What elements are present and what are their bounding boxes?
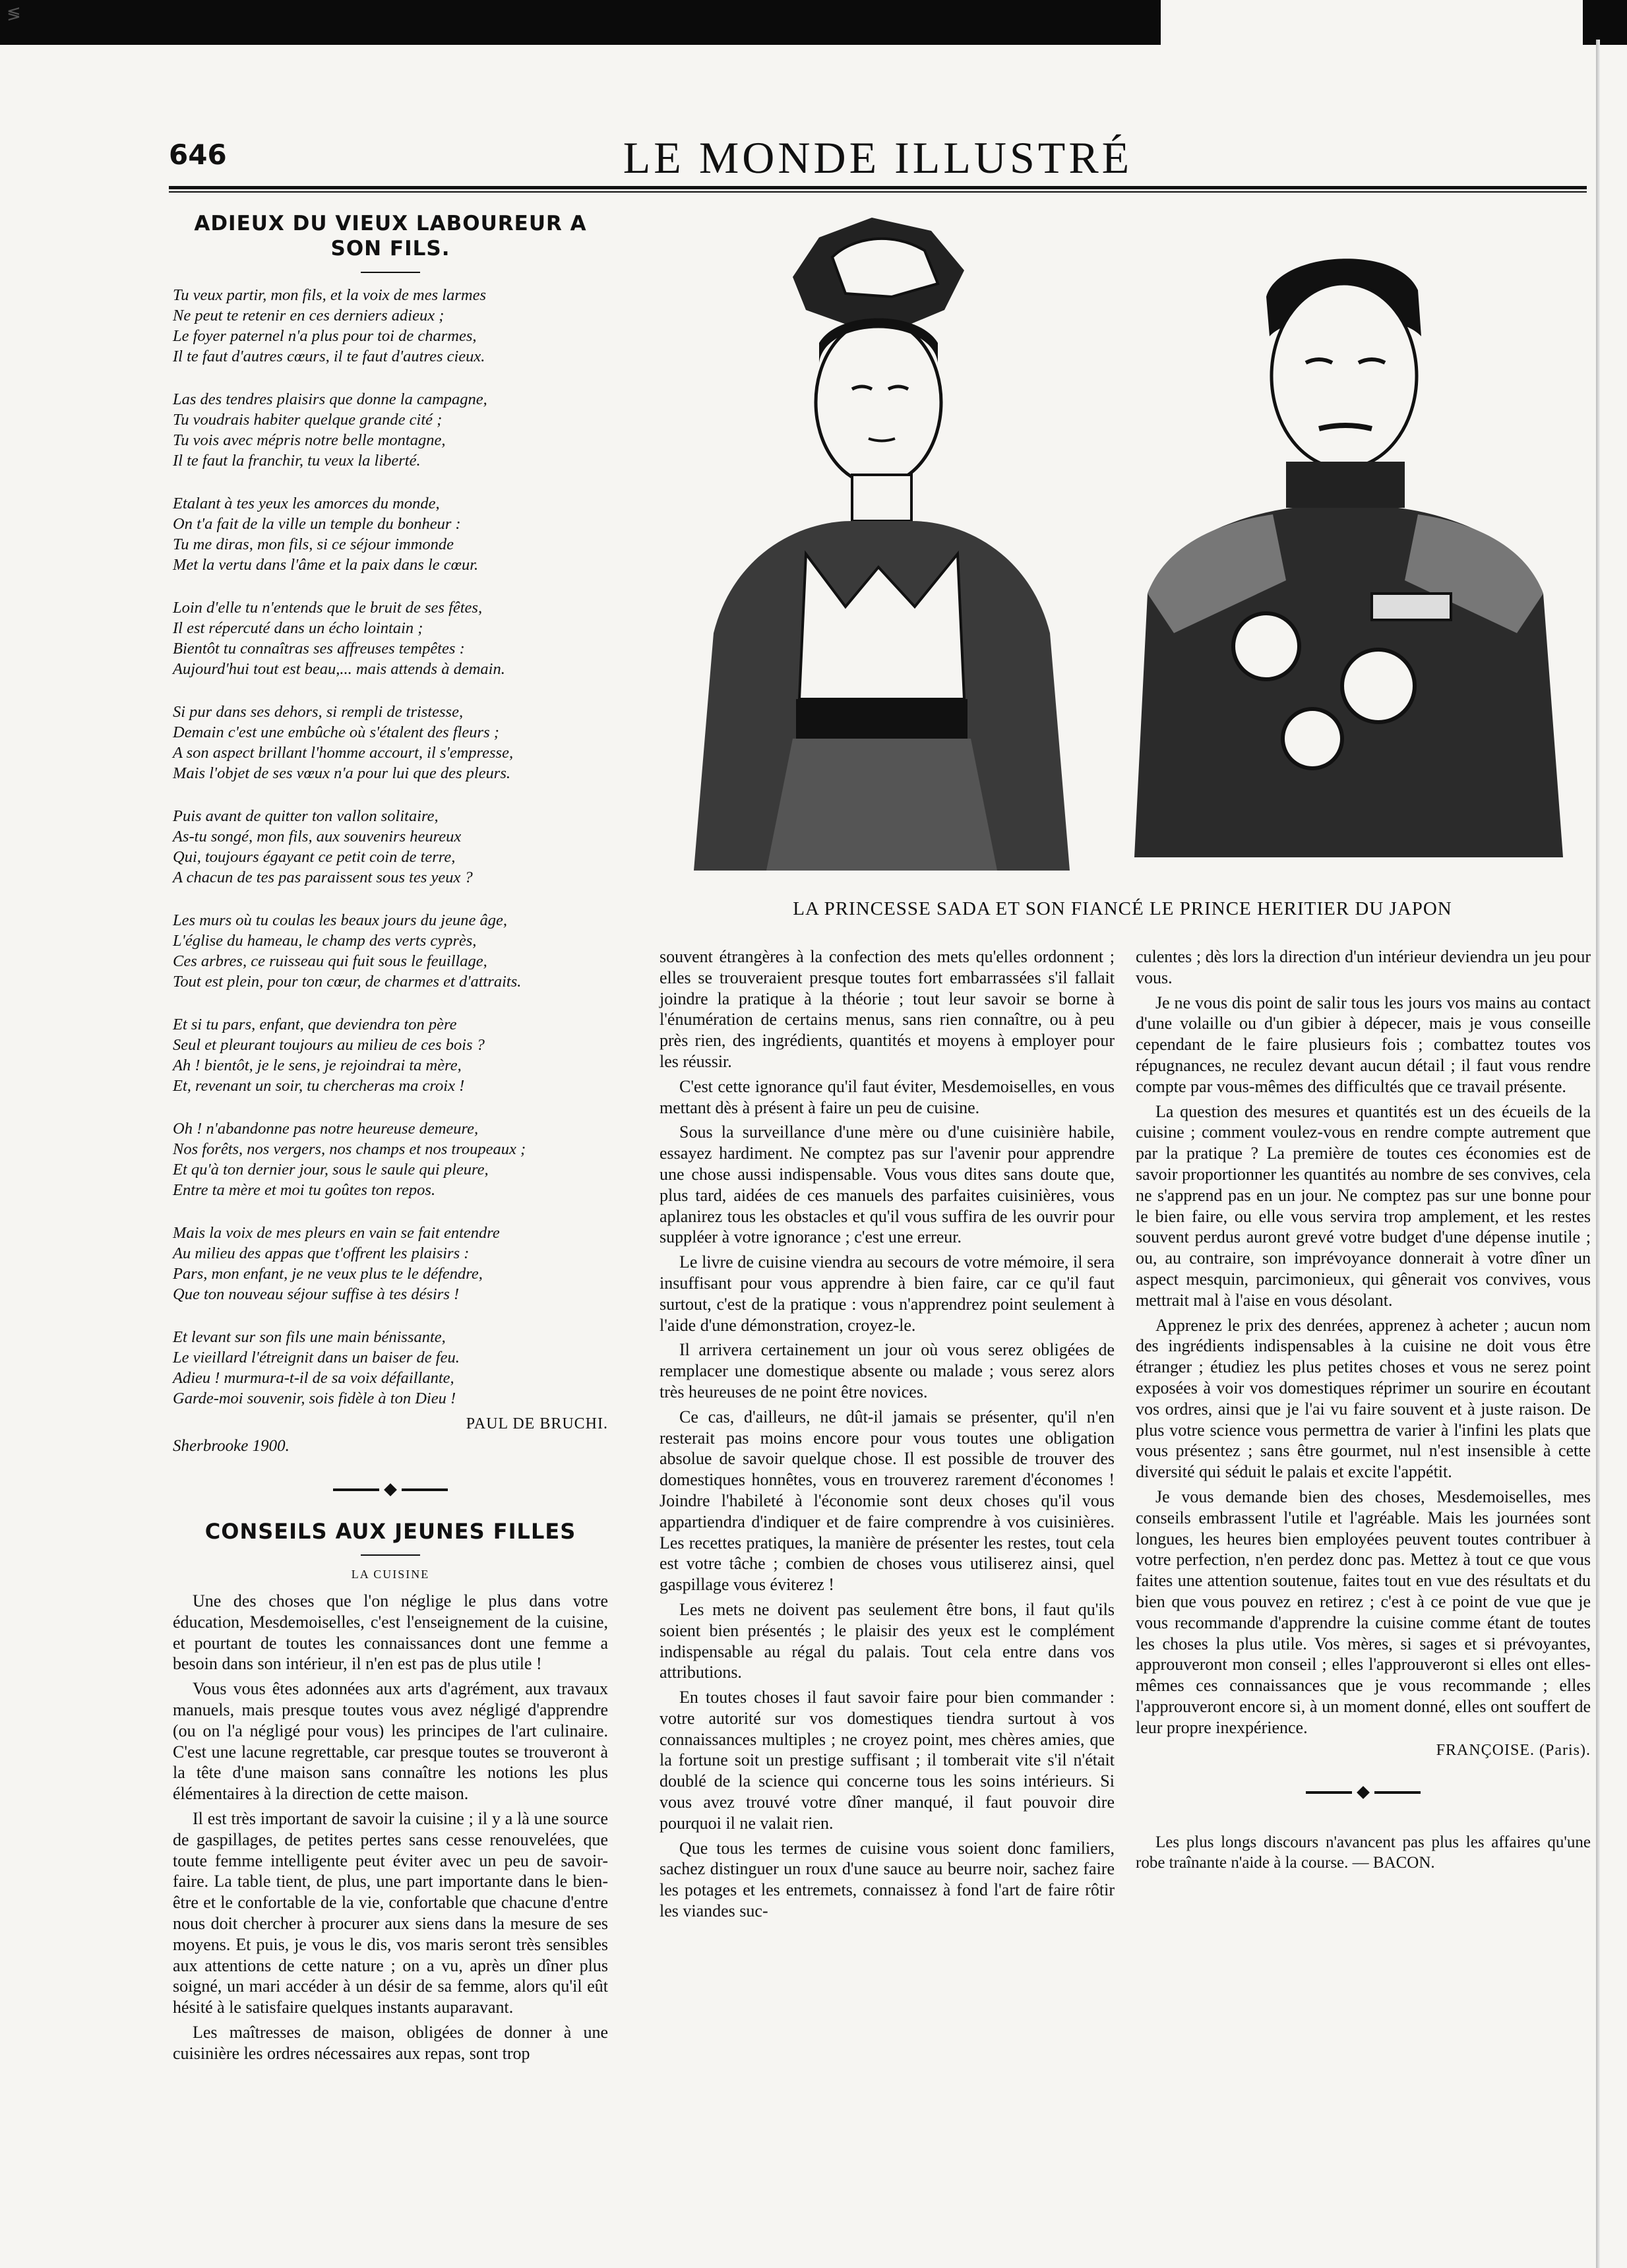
poem-verse: Garde-moi souvenir, sois fidèle à ton Dieu !: [173, 1390, 456, 1407]
page-header: [169, 132, 1587, 204]
article-paragraph: Je ne vous dis point de salir tous les jours vos mains au contact d'une volaille ou d'un gibier à dépecer, mais je vous conseille cependant de le faire plusieurs fois ; combattez toutes vos répugnances, ne reculez devant aucun détail ; il faut vous rendre compte par vous-mêmes des difficultés que ce travail présente.: [1136, 993, 1591, 1096]
poem-stanza: [173, 702, 608, 783]
poem-stanza: [173, 285, 608, 367]
poem-stanza: [173, 1327, 608, 1409]
title-rule: [361, 272, 420, 273]
poem-verse: Seul et pleurant toujours au milieu de ces bois ?: [173, 1036, 485, 1054]
poem-verse: Il est répercuté dans un écho lointain ;: [173, 619, 423, 637]
article-paragraph: En toutes choses il faut savoir faire pour bien commander : votre autorité sur vos domestiques tiendra surtout à vos connaissances multiples ; ne croyez point, mes chères amies, que la fortune soit un prestige suffisant ; il tomberait vite s'il n'était doublé de la science qui concerne tous les soins intérieurs. Si vous avez trouvé votre dîner manqué, il faut pouvoir dire pourquoi il ne valait rien.: [660, 1688, 1115, 1833]
poem-verse: Oh ! n'abandonne pas notre heureuse demeure,: [173, 1120, 479, 1138]
poem-verse: Tout est plein, pour ton cœur, de charmes et d'attraits.: [173, 973, 522, 991]
section-title: CONSEILS AUX JEUNES FILLES: [204, 1519, 576, 1544]
poem-stanza: [173, 1014, 608, 1096]
article-left-text: [173, 1591, 608, 2064]
portrait-engraving-princess-icon: [654, 211, 1103, 871]
article-paragraph: Que tous les termes de cuisine vous soient donc familiers, sachez distinguer un roux d'une sauce au beurre noir, sachez faire les potages et les entremets, connaissez à fond l'art de faire rôtir les viandes suc-: [660, 1838, 1115, 1921]
poem-verse: Et, revenant un soir, tu chercheras ma croix !: [173, 1077, 465, 1095]
separator-ornament-2: [1136, 1786, 1591, 1799]
poem-verse: Le vieillard l'étreignit dans un baiser de feu.: [173, 1349, 460, 1366]
poem-verse: Pars, mon enfant, je ne veux plus te le défendre,: [173, 1265, 483, 1283]
poem-verse: Il te faut la franchir, tu veux la liberté.: [173, 452, 421, 470]
poem-title: ADIEUX DU VIEUX LABOUREUR A SON FILS.: [194, 212, 587, 261]
section-rule: [361, 1554, 420, 1556]
poem-verse: As-tu songé, mon fils, aux souvenirs heureux: [173, 828, 462, 845]
article-paragraph: Sous la surveillance d'une mère ou d'une cuisinière habile, essayez hardiment. Ne comptez pas sur l'avenir pour apprendre une chose aussi indispensable. Vous vous dites sans doute que, plus tard, aidées de ces manuels des parfaites cuisinières, vous aplanirez tous les obstacles et qu'il vous suffira de les ouvrir pour suppléer à votre ignorance ; c'est une erreur.: [660, 1122, 1115, 1247]
article-paragraph: Les mets ne doivent pas seulement être bons, il faut qu'ils soient bien présentés ; le plaisir des yeux est le complément indispensable au régal du palais. Tout cela entre dans vos attributions.: [660, 1599, 1115, 1682]
journal-title: LE MONDE ILLUSTRÉ: [623, 133, 1133, 183]
article-paragraph: Vous vous êtes adonnées aux arts d'agrément, aux travaux manuels, mais presque toutes vous avez négligé d'apprendre (ou on l'a négligé pour vous) les principes de l'art culinaire. C'est une lacune regrettable, car presque toutes se trouveront à la tête d'une maison sans connaître les notions les plus élémentaires à la direction de cette maison.: [173, 1679, 608, 1804]
corner-mark-icon: ≶: [7, 4, 21, 24]
poem-author: PAUL DE BRUCHI.: [466, 1415, 608, 1432]
poem-verse: Ah ! bientôt, je le sens, je rejoindrai ta mère,: [173, 1057, 462, 1074]
poem-stanza: [173, 1119, 608, 1200]
poem-verse: Nos forêts, nos vergers, nos champs et nos troupeaux ;: [173, 1140, 526, 1158]
poem-stanza: [173, 389, 608, 471]
poem-verse: Loin d'elle tu n'entends que le bruit de ses fêtes,: [173, 599, 483, 617]
diamond-ornament-icon: [384, 1483, 397, 1496]
poem-verse: Que ton nouveau séjour suffise à tes désirs !: [173, 1285, 460, 1303]
left-column: [173, 211, 608, 2068]
poem-verse: Les murs où tu coulas les beaux jours du jeune âge,: [173, 911, 507, 929]
middle-column: [660, 946, 1115, 1926]
poem-body: [173, 285, 608, 1409]
poem-verse: Mais l'objet de ses vœux n'a pour lui que des pleurs.: [173, 764, 510, 782]
article-paragraph: La question des mesures et quantités est un des écueils de la cuisine ; comment voulez-vous en rendre compte autrement que par la pratique ? La première de toutes ces économies est de savoir proportionner les quantités au nombre de ses convives, cela ne s'apprend pas en un jour. Ne comptez pas sur une bonne pour le bien faire, ou elle vous servira trop amplement, et les restes souvent perdus auront grevé votre budget d'une dépense inutile ; ou, au contraire, son imprévoyance donnerait à votre dîner un aspect mesquin, parcimonieux, qui gênerait vos convives, vous mettrait mal à l'aise en vous désolant.: [1136, 1101, 1591, 1310]
poem-stanza: [173, 1223, 608, 1304]
poem-verse: Le foyer paternel n'a plus pour toi de charmes,: [173, 327, 477, 345]
poem-verse: Met la vertu dans l'âme et la paix dans le cœur.: [173, 556, 479, 574]
poem-verse: Tu me diras, mon fils, si ce séjour immonde: [173, 536, 454, 553]
poem-verse: Il te faut d'autres cœurs, il te faut d'autres cieux.: [173, 348, 485, 365]
page-fold-edge: [1596, 40, 1600, 2268]
article-paragraph: Apprenez le prix des denrées, apprenez à acheter ; aucun nom des ingrédients indispensables à la cuisine ne doit vous être étranger ; étudiez les plus petites choses et vous ne serez point exposées à voir vos domestiques réprimer un sourire en écoutant vos ordres, ainsi que je l'ai vu faire souvent et à juste raison. De plus votre science vous permettra de varier à l'infini les plats que vous présentez ; sans être gourmet, nul n'est insensible à cette diversité qui séduit le palais et excite l'appétit.: [1136, 1315, 1591, 1482]
poem-verse: Et si tu pars, enfant, que deviendra ton père: [173, 1016, 457, 1033]
article-paragraph: culentes ; dès lors la direction d'un intérieur deviendra un jeu pour vous.: [1136, 947, 1591, 987]
poem-verse: Bientôt tu connaîtras ses affreuses tempêtes :: [173, 640, 465, 658]
header-rule: [169, 186, 1587, 193]
poem-verse: A son aspect brillant l'homme accourt, il s'empresse,: [173, 744, 514, 762]
poem-verse: Aujourd'hui tout est beau,... mais attends à demain.: [173, 660, 505, 678]
article-paragraph: Il est très important de savoir la cuisine ; il y a là une source de gaspillages, de petites pertes sans cesse renouvelées, que toute femme intelligente peut éviter avec un peu de savoir-faire. La table tient, de plus, une part importante dans le bien-être et le confortable de la vie, confortable que chacune d'entre nous doit chercher à procurer aux siens dans la mesure de ses moyens. Et puis, je vous le dis, vos maris seront très sensibles aux attentions de cette nature ; on a vu, après un dîner plus soigné, un mari accéder à un désir de sa femme, alors qu'il eût hésité à le satisfaire quelques instants auparavant.: [173, 1808, 608, 2017]
article-right-text: [1136, 946, 1591, 1738]
poem-stanza: [173, 806, 608, 888]
poem-verse: Tu vois avec mépris notre belle montagne,: [173, 431, 446, 449]
poem-verse: Tu voudrais habiter quelque grande cité ;: [173, 411, 443, 429]
poem-verse: Puis avant de quitter ton vallon solitaire,: [173, 807, 439, 825]
article-author: FRANÇOISE. (Paris).: [1436, 1742, 1591, 1760]
right-column: [1136, 946, 1591, 1873]
poem-verse: Ces arbres, ce ruisseau qui fuit sous le feuillage,: [173, 952, 487, 970]
section-subtitle: LA CUISINE: [351, 1568, 430, 1581]
article-paragraph: Les maîtresses de maison, obligées de donner à une cuisinière les ordres nécessaires aux repas, sont trop: [173, 2022, 608, 2063]
illustration-caption: LA PRINCESSE SADA ET SON FIANCÉ LE PRINCE HERITIER DU JAPON: [793, 898, 1452, 919]
poem-verse: Et qu'à ton dernier jour, sous le saule qui pleure,: [173, 1161, 489, 1179]
article-paragraph: souvent étrangères à la confection des mets qu'elles ordonnent ; elles se trouveraient presque toutes fort embarrassées s'il fallait joindre la pratique à la théorie ; tout leur savoir se borne à l'énumération de certains menus, sans rien connaître, ou à peu près rien, des ingrédients, quantités et moyens à employer pour les réussir.: [660, 947, 1115, 1071]
poem-verse: Qui, toujours égayant ce petit coin de terre,: [173, 848, 456, 866]
poem-verse: Ne peut te retenir en ces derniers adieux ;: [173, 307, 445, 324]
poem-verse: Tu veux partir, mon fils, et la voix de mes larmes: [173, 286, 486, 304]
poem-verse: On t'a fait de la ville un temple du bonheur :: [173, 515, 461, 533]
separator-ornament: [173, 1483, 608, 1496]
poem-verse: A chacun de tes pas paraissent sous tes yeux ?: [173, 869, 473, 886]
poem-stanza: [173, 598, 608, 679]
article-paragraph: C'est cette ignorance qu'il faut éviter, Mesdemoiselles, en vous mettant dès à présent à faire un peu de cuisine.: [660, 1076, 1115, 1117]
article-paragraph: Le livre de cuisine viendra au secours de votre mémoire, il sera insuffisant pour vous apprendre à bien faire, car ce qu'il faut surtout, c'est de la pratique : vous n'apprendrez point seulement à l'aide d'une démonstration, croyez-le.: [660, 1252, 1115, 1335]
diamond-ornament-icon: [1357, 1787, 1370, 1800]
top-bar-gap: [1161, 0, 1583, 45]
poem-verse: Mais la voix de mes pleurs en vain se fait entendre: [173, 1224, 500, 1242]
poem-verse: Si pur dans ses dehors, si rempli de tristesse,: [173, 703, 464, 721]
portrait-engraving-prince-icon: [1121, 237, 1576, 857]
poem-stanza: [173, 910, 608, 992]
poem-verse: Adieu ! murmura-t-il de sa voix défaillante,: [173, 1369, 454, 1387]
poem-verse: Entre ta mère et moi tu goûtes ton repos.: [173, 1181, 436, 1199]
poem-verse: Las des tendres plaisirs que donne la campagne,: [173, 390, 487, 408]
maxim-quote: Les plus longs discours n'avancent pas plus les affaires qu'une robe traînante n'aide à la course. — BACON.: [1136, 1833, 1591, 1872]
poem-verse: Au milieu des appas que t'offrent les plaisirs :: [173, 1244, 470, 1262]
article-middle-text: [660, 946, 1115, 1922]
article-paragraph: Une des choses que l'on néglige le plus dans votre éducation, Mesdemoiselles, c'est l'enseignement de la cuisine, et pourtant de toutes les connaissances dont une femme a besoin dans son intérieur, il n'en est pas de plus utile !: [173, 1591, 608, 1674]
article-paragraph: Il arrivera certainement un jour où vous serez obligées de remplacer une domestique absente ou malade ; vous serez alors très heureuses de ne point être novices.: [660, 1340, 1115, 1401]
poem-place-date: Sherbrooke 1900.: [173, 1437, 290, 1455]
poem-verse: Demain c'est une embûche où s'étalent des fleurs ;: [173, 723, 499, 741]
poem-verse: Etalant à tes yeux les amorces du monde,: [173, 495, 440, 512]
article-paragraph: Ce cas, d'ailleurs, ne dût-il jamais se présenter, qu'il n'en resterait pas moins encore pour vous toutes une obligation absolue de savoir quelque chose. Il est possible de trouver des domestiques honnêtes, vous en trouverez rarement d'économes ! Joindre l'habileté à l'économie sont deux choses qu'il vous appartiendra d'indiquer et de faire comprendre à vos cuisinières. Les recettes pratiques, la manière de présenter les restes, tout cela est votre tâche ; combien de choses vous utiliserez ainsi, quel gaspillage vous éviterez !: [660, 1407, 1115, 1595]
poem-verse: Et levant sur son fils une main bénissante,: [173, 1328, 446, 1346]
page-number: 646: [169, 138, 227, 171]
poem-stanza: [173, 493, 608, 575]
poem-verse: L'église du hameau, le champ des verts cyprès,: [173, 932, 477, 950]
article-paragraph: Je vous demande bien des choses, Mesdemoiselles, mes conseils embrassent l'utile et l'agréable. Mais les journées sont longues, les heures bien employées peuvent toutes contribuer à votre perfection, n'en perdez donc pas. Mettez à tout ce que vous faites une attention soutenue, faites tout en vue des résultats et du bien que vous pouvez en retirez ; c'est à ce point de vue que je vous recommande d'apprendre la cuisine comme étant de toutes les choses la plus utile. Vos mères, si sages et si prévoyantes, approuveront mon conseil ; elles l'approuveront si elles ont elles-mêmes ces connaissances que je vous recommande ; elles l'approuveront encore si, à un moment donné, elles ont souffert de leur propre inexpérience.: [1136, 1486, 1591, 1737]
